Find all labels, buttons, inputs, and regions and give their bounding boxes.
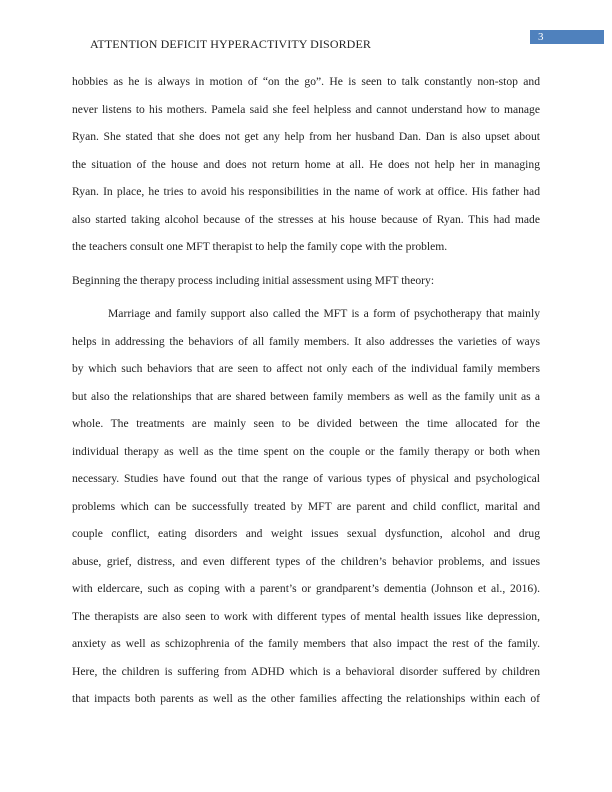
text-line: The therapists are also seen to work with different types of mental health issues like depression, — [72, 609, 540, 623]
text-line: with eldercare, such as coping with a parent’s or grandparent’s dementia (Johnson et al., 2016). — [72, 582, 540, 595]
section-heading: Beginning the therapy process including initial assessment using MFT theory: — [72, 273, 435, 287]
text-line: by which such behaviors that are seen to affect not only each of the individual family members — [72, 362, 540, 375]
text-line: anxiety as well as schizophrenia of the family members that also impact the rest of the family. — [72, 637, 540, 650]
text-line: couple conflict, eating disorders and weight issues sexual dysfunction, alcohol and drug — [72, 527, 540, 540]
document-body — [72, 68, 540, 713]
text-line: Marriage and family support also called the MFT is a form of psychotherapy that mainly — [108, 307, 540, 320]
text-line: abuse, grief, distress, and even different types of the children’s behavior problems, and issues — [72, 554, 540, 568]
page-number: 3 — [530, 30, 604, 44]
paragraph-2 — [72, 300, 540, 713]
text-line: necessary. Studies have found out that the range of various types of physical and psychological — [72, 472, 540, 485]
text-line: Here, the children is suffering from ADHD which is a behavioral disorder suffered by children — [72, 664, 540, 678]
text-line: never listens to his mothers. Pamela said she feel helpless and cannot understand how to manage — [72, 102, 540, 116]
text-line: Ryan. She stated that she does not get any help from her husband Dan. Dan is also upset about — [72, 130, 540, 143]
text-line: problems which can be successfully treated by MFT are parent and child conflict, marital and — [72, 499, 540, 513]
running-head: ATTENTION DEFICIT HYPERACTIVITY DISORDER — [90, 37, 371, 51]
paragraph-1 — [72, 68, 540, 261]
text-line: whole. The treatments are mainly seen to be divided between the time allocated for the — [72, 417, 540, 430]
text-line: also started taking alcohol because of the stresses at his house because of Ryan. This had made — [72, 212, 540, 226]
text-line: the teachers consult one MFT therapist to help the family cope with the problem. — [72, 240, 448, 253]
text-line: individual therapy as well as the time spent on the couple or the family therapy or both when — [72, 444, 540, 458]
text-line: Ryan. In place, he tries to avoid his responsibilities in the name of work at office. His father had — [72, 185, 540, 198]
text-line: hobbies as he is always in motion of “on the go”. He is seen to talk constantly non-stop and — [72, 75, 540, 88]
text-line: but also the relationships that are shared between family members as well as the family unit as a — [72, 389, 540, 403]
text-line: that impacts both parents as well as the other families affecting the relationships within each of — [72, 692, 540, 705]
text-line: the situation of the house and does not return home at all. He does not help her in managing — [72, 157, 540, 171]
text-line: helps in addressing the behaviors of all family members. It also addresses the varieties of ways — [72, 334, 540, 348]
